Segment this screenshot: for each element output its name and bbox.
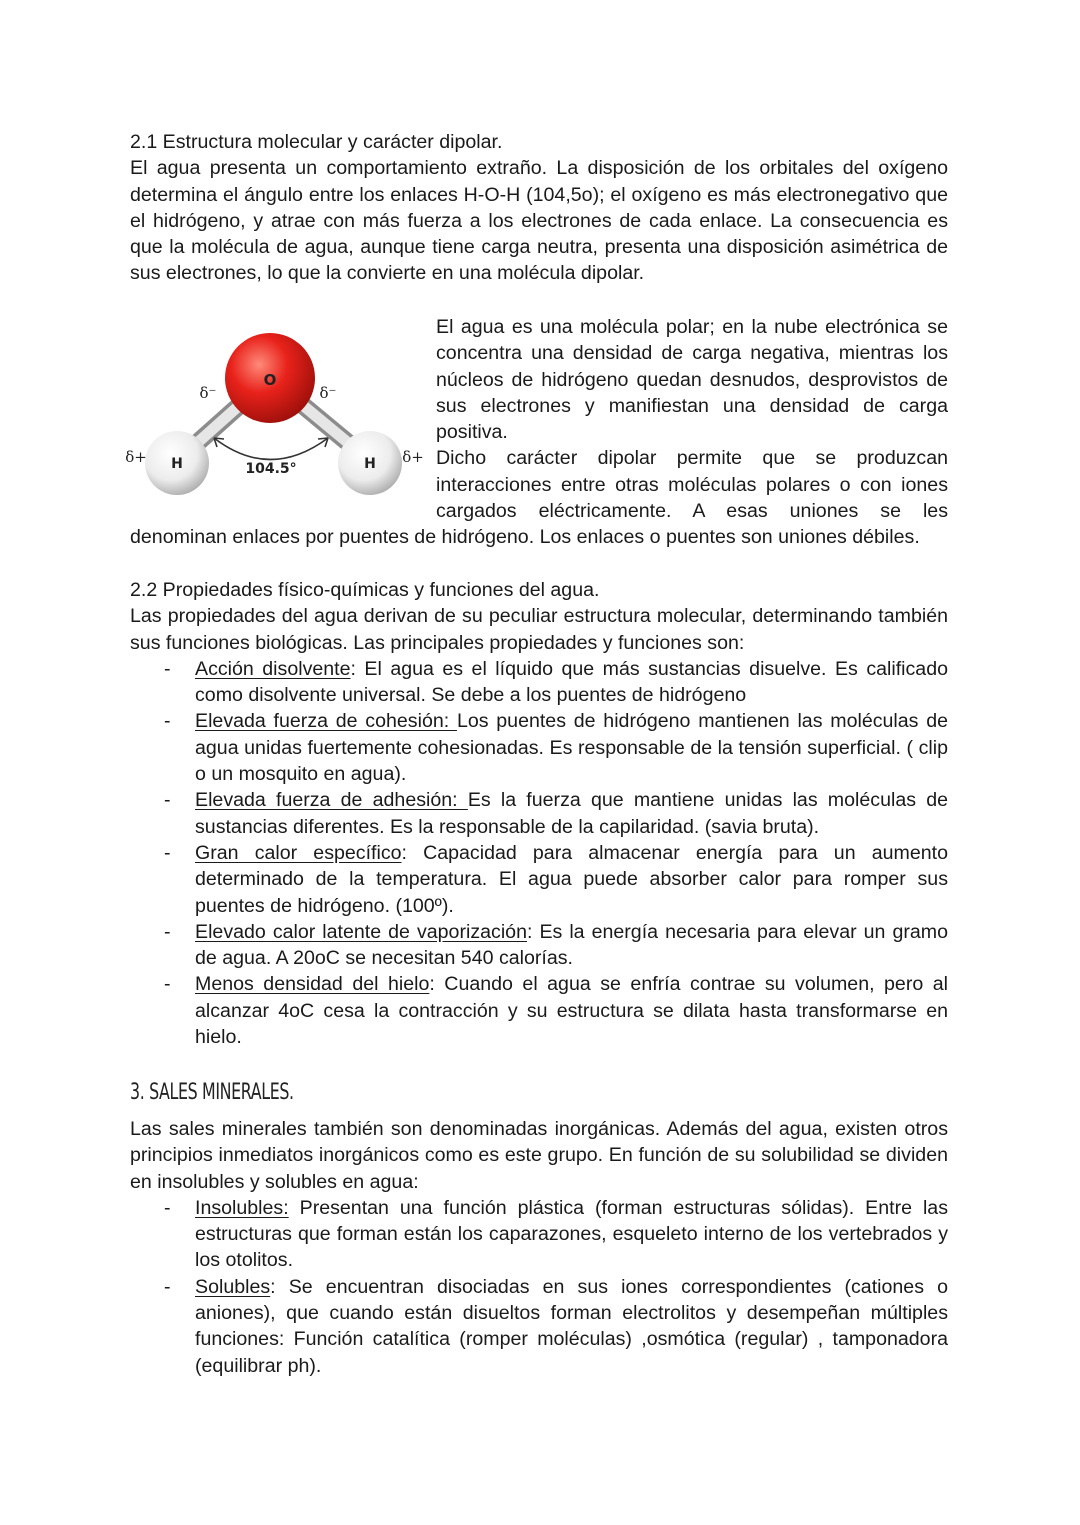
salt-text: : Se encuentran disociadas en sus iones correspondientes (cationes o aniones), que cuando están disueltos forman electrolitos y desempeñan múltiples funciones: Función catalítica (romper moléculas) ,osmótica (regular) , tamponadora (equilibrar ph). bbox=[195, 1275, 948, 1377]
salt-text: Presentan una función plástica (forman estructuras sólidas). Entre las estructuras que forman están los caparazones, esqueleto interno de los vertebrados y los otolitos. bbox=[195, 1196, 948, 1272]
salts-list bbox=[130, 1195, 948, 1379]
property-term: Elevada fuerza de adhesión: bbox=[195, 789, 468, 812]
hydrogen-right-label: H bbox=[364, 456, 376, 472]
molecule-figure-block bbox=[125, 314, 948, 551]
property-term: Elevado calor latente de vaporización bbox=[195, 920, 527, 943]
section-2-1-paragraph: El agua presenta un comportamiento extraño. La disposición de los orbitales del oxígeno determina el ángulo entre los enlaces H-O-H (104,5o); el oxígeno es más electronegativo que el hidrógeno, y atrae con más fuerza a los electrones de cada enlace. La consecuencia es que la molécula de agua, aunque tiene carga neutra, presenta una disposición asimétrica de sus electrones, lo que la convierte en una molécula dipolar. bbox=[130, 157, 948, 285]
figure-text-continued: Dicho carácter dipolar permite que se produzcan interacciones entre otras moléculas polares o con iones cargados eléctricamente. A esas uniones se les denominan enlaces por puentes de hidrógeno. Los enlaces o puentes son uniones débiles. bbox=[130, 447, 948, 549]
salt-term: Solubles bbox=[195, 1275, 271, 1298]
delta-minus-right: δ⁻ bbox=[319, 384, 337, 402]
section-3-heading bbox=[130, 1080, 948, 1116]
list-item bbox=[130, 971, 948, 1050]
list-item bbox=[130, 656, 948, 709]
property-text: : Es la energía necesaria para elevar un gramo de agua. A 20oC se necesitan 540 calorías. bbox=[195, 920, 949, 970]
property-text: : El agua es el líquido que más sustancias disuelve. Es calificado como disolvente universal. Se debe a los puentes de hidrógeno bbox=[195, 657, 948, 707]
salt-term: Insolubles: bbox=[195, 1196, 289, 1219]
section-3 bbox=[130, 1080, 948, 1379]
delta-minus-left: δ⁻ bbox=[199, 384, 217, 402]
delta-plus-right: δ+ bbox=[402, 448, 424, 466]
property-term: Menos densidad del hielo bbox=[195, 973, 430, 996]
property-text: : Capacidad para almacenar energía para un aumento determinado de la temperatura. El agua puede absorber calor para romper sus puentes de hidrógeno. (100º). bbox=[195, 841, 948, 917]
water-molecule-diagram bbox=[122, 316, 424, 516]
property-text: Es la fuerza que mantiene unidas las moléculas de sustancias diferentes. Es la responsable de la capilaridad. (savia bruta). bbox=[195, 789, 949, 838]
section-2-2 bbox=[130, 577, 948, 1050]
section-2-2-intro: Las propiedades del agua derivan de su peculiar estructura molecular, determinando también sus funciones biológicas. Las principales propiedades y funciones son: bbox=[130, 605, 948, 654]
property-text: : Cuando el agua se enfría contrae su volumen, pero al alcanzar 4oC cesa la contracción y su estructura se dilata hasta transformarse en hielo. bbox=[195, 973, 948, 1049]
hydrogen-left-label: H bbox=[171, 456, 183, 472]
list-item bbox=[130, 840, 948, 919]
angle-arc bbox=[214, 438, 328, 460]
property-term: Elevada fuerza de cohesión: bbox=[195, 710, 457, 733]
list-item bbox=[130, 1195, 948, 1274]
property-text: Los puentes de hidrógeno mantienen las moléculas de agua unidas fuertemente cohesionadas. Es responsable de la tensión superficial. ( clip o un mosquito en agua). bbox=[195, 710, 948, 786]
list-item bbox=[130, 787, 948, 840]
water-molecule-figure bbox=[122, 316, 424, 524]
delta-plus-left: δ+ bbox=[125, 448, 147, 466]
list-item bbox=[130, 1274, 948, 1379]
angle-label: 104.5° bbox=[245, 461, 297, 477]
oxygen-label: O bbox=[263, 371, 277, 389]
section-2-1 bbox=[130, 129, 948, 287]
section-3-heading-text: 3. SALES MINERALES. bbox=[130, 1080, 294, 1105]
section-2-1-heading: 2.1 Estructura molecular y carácter dipolar. bbox=[130, 131, 503, 153]
properties-list bbox=[130, 656, 948, 1050]
list-item bbox=[130, 919, 948, 972]
figure-text: El agua es una molécula polar; en la nube electrónica se concentra una densidad de carga negativa, mientras los núcleos de hidrógeno quedan desnudos, desprovistos de sus electrones y manifiestan una densidad de carga positiva. bbox=[436, 316, 948, 444]
list-item bbox=[130, 708, 948, 787]
property-term: Acción disolvente bbox=[195, 657, 351, 680]
section-2-2-heading: 2.2 Propiedades físico-químicas y funciones del agua. bbox=[130, 579, 600, 601]
property-term: Gran calor específico bbox=[195, 841, 402, 864]
section-3-intro: Las sales minerales también son denominadas inorgánicas. Además del agua, existen otros principios inmediatos inorgánicos como es este grupo. En función de su solubilidad se dividen en insolubles y solubles en agua: bbox=[130, 1118, 948, 1193]
